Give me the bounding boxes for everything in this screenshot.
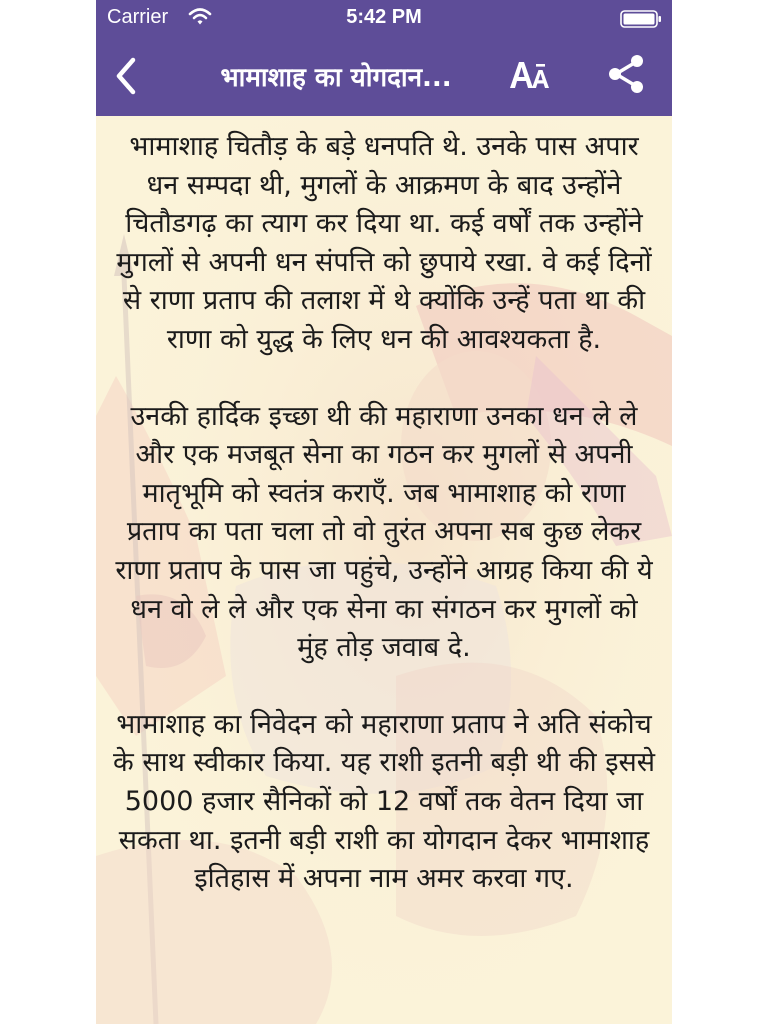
carrier-label: Carrier <box>107 6 169 28</box>
font-size-button[interactable] <box>504 50 558 98</box>
font-size-icon <box>504 50 558 98</box>
article-paragraph: उनकी हार्दिक इच्छा थी की महाराणा उनका धन ले ले और एक मजबूत सेना का गठन कर मुगलों से अपनी मातृभूमि को स्वतंत्र कराएँ. जब भामाशाह को राणा प्रताप का पता चला तो वो तुरंत अपना सब कुछ लेकर राणा प्रताप के पास जा पहुंचे, उन्होंने आग्रह किया की ये धन वो ले ले और एक सेना का संगठन कर मुगलों को मुंह तोड़ जवाब दे. <box>115 400 653 664</box>
article-content[interactable] <box>96 116 672 1024</box>
article-paragraph: भामाशाह का निवेदन को महाराणा प्रताप ने अति संकोच के साथ स्वीकार किया. यह राशी इतनी बड़ी थी की इससे 5000 हजार सैनिकों को 12 वर्षों तक वेतन दिया जा सकता था. इतनी बड़ी राशी का योगदान देकर भामाशाह इतिहास में अपना नाम अमर करवा गए. <box>113 708 655 895</box>
status-time: 5:42 PM <box>346 6 422 28</box>
article-paragraph: भामाशाह चितौड़ के बड़े धनपति थे. उनके पास अपार धन सम्पदा थी, मुगलों के आक्रमण के बाद उन्होंने चितौडगढ़ का त्याग कर दिया था. कई वर्षों तक उन्होंने मुगलों से अपनी धन संपत्ति को छुपाये रखा. वे कई दिनों से राणा प्रताप की तलाश में थे क्योंकि उन्हें पता था की राणा को युद्ध के लिए धन की आवश्यकता है. <box>116 131 652 355</box>
status-bar <box>96 0 672 36</box>
chevron-left-icon <box>106 54 146 98</box>
top-bar <box>96 0 672 116</box>
page-title: भामाशाह का योगदान... <box>220 63 452 93</box>
article-body <box>96 128 672 937</box>
share-icon <box>604 52 648 96</box>
back-button[interactable] <box>106 54 146 98</box>
share-button[interactable] <box>604 52 648 96</box>
navigation-bar <box>96 36 672 116</box>
battery-icon <box>620 10 662 28</box>
